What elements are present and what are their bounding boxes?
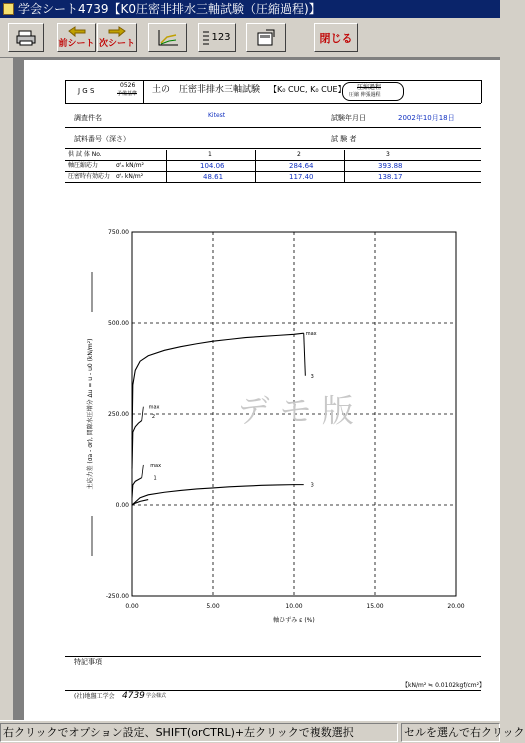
x-axis-label: 軸ひずみ ε (%) [273, 617, 315, 624]
arrow-left-icon [67, 27, 87, 36]
y-tick-label: 500.00 [108, 320, 129, 327]
table-grid-icon [203, 30, 209, 46]
series-end-label: 2 [151, 413, 156, 420]
jgs-standard-note: 予備基準 [117, 91, 138, 97]
status-hint-right: セルを選んで右クリック [401, 723, 500, 742]
number-format-label: 123 [211, 32, 231, 43]
prev-sheet-button[interactable] [57, 23, 96, 52]
table-rule-1 [65, 160, 481, 161]
prev-sheet-label: 前シート [58, 38, 95, 49]
table-cell: 284.64 [289, 162, 314, 170]
series-line [132, 421, 142, 469]
jgs-label: J G S [78, 87, 95, 95]
table-row-label-specimen: 供 試 体 No. [68, 151, 102, 158]
report-sheet [24, 60, 500, 720]
footer-suffix: 学会様式 [146, 693, 167, 699]
left-margin-bar [0, 58, 14, 720]
header-rule-3 [65, 148, 481, 149]
y-tick-label: 750.00 [108, 229, 129, 236]
y-tick-label: 0.00 [115, 502, 129, 509]
status-bar [0, 720, 525, 743]
title-formula: 【K₀ CUC, K₀ CUE】 [269, 85, 346, 94]
series-line [132, 485, 304, 505]
graph-button[interactable] [148, 23, 187, 52]
x-tick-label: 15.00 [366, 603, 384, 610]
stress-strain-chart [24, 220, 500, 624]
close-button[interactable] [314, 23, 358, 52]
table-col-header-3: 3 [386, 151, 390, 158]
x-tick-label: 5.00 [206, 603, 220, 610]
project-value: Kitest [208, 112, 226, 119]
header-rule-1 [65, 103, 481, 104]
table-col-1 [166, 150, 167, 182]
series-end-label: max [305, 331, 317, 338]
footer-org: (社)地盤工学会 [74, 693, 115, 700]
table-row-unit-axial: σ'ₐ kN/m² [116, 162, 144, 169]
max-marker-line [142, 465, 144, 478]
printer-icon [16, 30, 36, 46]
status-hint-left: 右クリックでオプション設定、SHIFT(orCTRL)+左クリックで複数選択 [0, 723, 398, 742]
series-end-label: max [148, 404, 160, 411]
title-process-box [342, 82, 404, 101]
toolbar [0, 18, 500, 58]
table-row-unit-radial: σ'ᵣ kN/m² [116, 173, 144, 180]
title-main: 圧密非排水三軸試験 [179, 85, 261, 95]
sample-label: 試料番号（深さ） [74, 135, 130, 143]
next-sheet-label: 次シート [98, 38, 135, 49]
y-axis-label: 主応力差 (σa - σr), 間隙水圧増分 Δu = u - u0 (kN/m²) [87, 338, 94, 490]
close-label: 閉じる [319, 31, 353, 45]
unit-note: 【kN/m² ≒ 0.0102kgf/cm²】 [402, 682, 486, 689]
window-title-bar [0, 0, 500, 18]
header-left-rule [65, 80, 66, 103]
notes-rule [65, 656, 481, 657]
x-tick-label: 10.00 [285, 603, 303, 610]
print-button[interactable] [8, 23, 44, 52]
footer-number: 4739 [122, 691, 145, 701]
series-end-label: 3 [310, 373, 314, 380]
header-top-rule [65, 80, 481, 81]
table-row-label-axial: 軸圧縮応力 [68, 162, 99, 169]
table-col-header-2: 2 [297, 151, 301, 158]
table-row-label-radial: 圧密時有効応力 [68, 173, 111, 180]
table-cell: 393.88 [378, 162, 403, 170]
arrow-right-icon [107, 27, 127, 36]
next-sheet-button[interactable] [97, 23, 137, 52]
notes-label: 特記事項 [74, 658, 102, 666]
title-process-extension: 圧縮 伸張過程 [349, 92, 381, 98]
y-tick-label: -250.00 [105, 593, 129, 600]
table-cell: 104.06 [200, 162, 225, 170]
graph-icon [157, 29, 179, 47]
export-button[interactable] [246, 23, 286, 52]
x-tick-label: 0.00 [125, 603, 139, 610]
table-cell: 48.61 [203, 173, 224, 181]
window-title: 学会シート4739【K0圧密非排水三軸試験（圧縮過程)】 [18, 2, 321, 16]
table-col-header-1: 1 [208, 151, 212, 158]
header-right-rule [481, 80, 482, 103]
y-tick-label: 250.00 [108, 411, 129, 418]
table-cell: 138.17 [378, 173, 403, 181]
project-label: 調査件名 [74, 114, 102, 122]
table-cell: 117.40 [289, 173, 314, 181]
title-prefix: 土の [152, 85, 171, 95]
header-divider [143, 80, 144, 103]
series-line [132, 478, 142, 498]
failure-drop-line [304, 333, 306, 376]
x-tick-label: 20.00 [447, 603, 465, 610]
series-end-label: 3 [310, 482, 314, 489]
number-format-button[interactable] [198, 23, 236, 52]
export-icon [256, 29, 276, 47]
title-process-compression: 圧縮過程 [357, 84, 382, 91]
tester-label: 試 験 者 [331, 135, 357, 143]
series-end-label: max [150, 462, 162, 469]
table-rule-2 [65, 171, 481, 172]
table-rule-3 [65, 182, 481, 183]
demo-watermark: デ モ 版 [237, 391, 354, 430]
app-icon [3, 3, 14, 15]
test-date-label: 試験年月日 [331, 114, 366, 122]
table-col-3 [344, 150, 345, 182]
test-date-value: 2002年10月18日 [398, 114, 455, 122]
series-end-label: 1 [153, 475, 157, 482]
header-rule-2 [65, 127, 481, 128]
jgs-number: 0526 [120, 82, 136, 89]
max-marker-line [142, 407, 144, 421]
table-col-2 [255, 150, 256, 182]
